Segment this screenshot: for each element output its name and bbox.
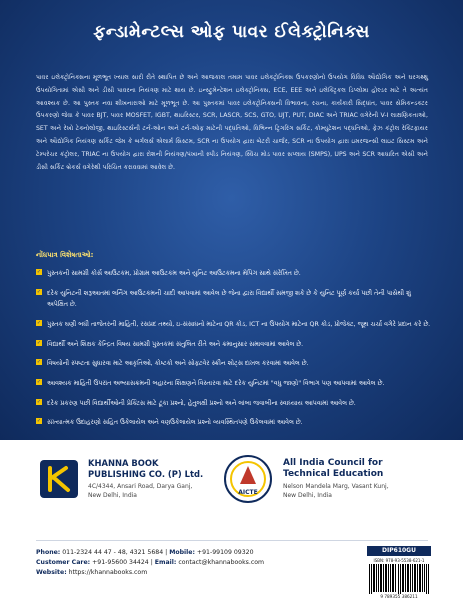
- feature-item: [36, 417, 431, 429]
- feature-text: આવશ્યક માહિતી ઉપરાંત અભ્યાસક્રમની બહારના શિક્ષણને વિસ્તારવા માટે દરેક યુનિટમાં "વધુ જાણો" વિભાગ પણ આપવામાં આવેલ છે.: [47, 379, 385, 387]
- svg-text:AICTE: AICTE: [238, 489, 258, 496]
- checkbox-icon: ✓: [36, 319, 42, 326]
- feature-text: પુસ્તકની સામગ્રી કોર્સ આઉટકમ, પ્રોગ્રામ આઉટકમ અને યુનિટ આઉટકમના મેપિંગ સાથે સંરેખિત છે.: [47, 270, 301, 277]
- feature-text: પુસ્તક ઘણી બધી તાજેતરની માહિતી, રસપ્રદ તથ્યો, ઇ-સંસાધનો માટેના QR કોડ, ICT ના ઉપયોગ માટેના QR કોડ, પ્રોજેક્ટ, જૂથ ચર્ચા વગેરે પ્રદાન કરે છે.: [47, 320, 431, 328]
- checkbox-icon: ✓: [36, 288, 42, 295]
- contact-info: [36, 548, 264, 579]
- checkbox-icon: ✓: [36, 398, 42, 405]
- back-footer: [0, 440, 463, 606]
- isbn-label: ISBN: 978-93-5538-621-1: [373, 558, 425, 563]
- book-code: DIP610GU: [367, 546, 431, 556]
- feature-text: દરેક પ્રકરણ પછી વિદ્યાર્થીઓની પ્રેક્ટિસ માટે ટૂંકા પ્રશ્નો, હેતુલક્ષી પ્રશ્નો અને લાંબા જવાબીના સ્વાધ્યાય આપવામાં આવેલ છે.: [47, 399, 356, 407]
- phone-line: Phone: 011-2324 44 47 - 48, 4321 5684 | Mobile: +91-99109 09320: [36, 549, 254, 556]
- features-list: [36, 268, 431, 437]
- feature-item: [36, 319, 431, 331]
- feature-item: [36, 339, 431, 351]
- checkbox-icon: ✓: [36, 359, 42, 366]
- aicte-address: Nelson Mandela Marg, Vasant Kunj, New Delhi, India: [283, 483, 389, 499]
- publisher-address: 4C/4344, Ansari Road, Darya Ganj, New Delhi, India: [88, 483, 193, 499]
- care-line: Customer Care: +91-95600 34424 | Email: contact@khannabooks.com: [36, 559, 265, 567]
- email-link[interactable]: contact@khannabooks.com: [178, 559, 265, 567]
- footer-divider: [36, 540, 428, 541]
- feature-item: [36, 288, 431, 311]
- feature-text: દરેક યુનિટની શરૂઆતમાં લર્નિંગ આઉટકમની ચાદી આપવામાં આવેલ છે જેના દ્વારા વિદ્યાર્થી સમજી શકે છે કે યુનિટ પૂર્ણ કર્યા પછી તેની પાસેથી શું અપેક્ષિત છે.: [47, 289, 411, 309]
- khanna-logo-icon: [38, 458, 80, 500]
- isbn-number: 9 789355 386211: [380, 594, 418, 599]
- checkbox-icon: ✓: [36, 418, 42, 425]
- aicte-name: All India Council for Technical Education: [283, 458, 384, 479]
- feature-text: વિષયોની સ્પષ્ટતા સુધારવા માટે આકૃતિઓ, કોષ્ટકો અને સોફ્ટવેર સ્ક્રીન શોટ્સ દાખલ કરવામાં આવેલ છે.: [47, 360, 309, 368]
- feature-item: [36, 378, 431, 390]
- checkbox-icon: ✓: [36, 339, 42, 346]
- book-title: ફન્ડામેન્ટલ્સ ઓફ પાવર ઈલેક્ટ્રોનિક્સ: [93, 22, 370, 42]
- website-line: Website: https://khannabooks.com: [36, 569, 148, 577]
- book-description: પાવર ઇલેક્ટ્રોનિક્સના મૂળભૂત ખ્યાલ સારી રીતે સ્થાપિત છે અને આજકાલ તમામ પાવર ઇલેક્ટ્રોનિક્સ ઉપકરણોનો ઉપયોગ વિવિધ ઔદ્યોગિક અને ઘરગથ્થુ ઉપયોગિતામાં એસી અને ડીસી પાવરના નિયંત્રણ માટે થાય છે. ઇન્સ્ટ્રુમેન્ટેશન ઇલેક્ટ્રોનિક્સ, ECE, EEE અને ઇલેક્ટ્રિકલ ડિપ્લોમા હોલ્ડર માટે તે અત્યંત આવશ્યક છે. આ પુસ્તક નવા શીખનારાઓ માટે મૂળભૂત છે. આ પુસ્તકમાં પાવર ઇલેક્ટ્રોનિક્સની વિભાવના, રચના, કાર્યકારી સિદ્ધાંત, પાવર સેમિકન્ડક્ટર ઉપકરણો જેવા કે પાવર BJT, પાવર MOSFET, IGBT, થાઇરિસ્ટર, SCR, LASCR, SCS, GTO, UJT, PUT, DIAC અને TRIAC વગેરેની V-I લાક્ષણિકતાઓ, SET અને રેખો ટેક્નોલોજી, થાઇરિસ્ટર્સની ટર્ન-ઓન અને ટર્ન-ઓફ માટેની પદ્ધતિઓ, વિભિન્ન ટ્રિગરિંગ સર્કિટ, કોમ્યુટેશન પદ્ધતિઓ, ફેઝ કંટ્રોલ રેક્ટિફાયર અને ઔદ્યોગિક નિયંત્રણ સર્કિટ જેમ કે બર્ગલર્સ એલાર્મ સિસ્ટમ, SCR ના ઉપયોગ દ્વારા બેટરી ચાર્જર, SCR ના ઉપયોગ દ્વારા ઇમરજન્સી લાઇટ સિસ્ટમ અને ટેમ્પરેચર કંટ્રોલર, TRIAC ના ઉપયોગ દ્વારા રોશની નિયંત્રણ/પંખાની સ્પીડ નિયંત્રણ, સ્વિચ મોડ પાવર સપ્લાય (SMPS), UPS અને SCR આધારિત એસી અને ડીસી સર્કિટ બ્રેકર્સ વગેરેથી પરિચિત કરાવવામાં આવેલ છે.: [36, 74, 428, 171]
- features-heading: નોંધપાત્ર વિશેષતાઓ:: [36, 251, 94, 259]
- feature-item: [36, 398, 431, 410]
- feature-text: વિદ્યાર્થી અને શિક્ષક કેન્દ્રિત વિષય સામગ્રી પુસ્તકમાં સંતુલિત રીતે અને ક્રમાનુસાર સમાવવામાં આવેલ છે.: [47, 340, 304, 348]
- website-link[interactable]: https://khannabooks.com: [68, 569, 148, 577]
- checkbox-icon: ✓: [36, 269, 42, 275]
- publisher-name: KHANNA BOOK PUBLISHING CO. (P) Ltd.: [88, 458, 204, 479]
- aicte-seal-icon: [223, 454, 273, 504]
- barcode-icon: [367, 564, 431, 594]
- feature-item: [36, 358, 431, 370]
- checkbox-icon: ✓: [36, 378, 42, 385]
- feature-item: [36, 268, 431, 280]
- feature-text: સંખ્યાત્મક ઉદાહરણો સહિત ઉકેલાયેલ અને વણઉકેલાયેલ પ્રશ્નો વ્યવસ્થિતપણે ઉકેલવામાં આવેલ છે.: [47, 419, 303, 427]
